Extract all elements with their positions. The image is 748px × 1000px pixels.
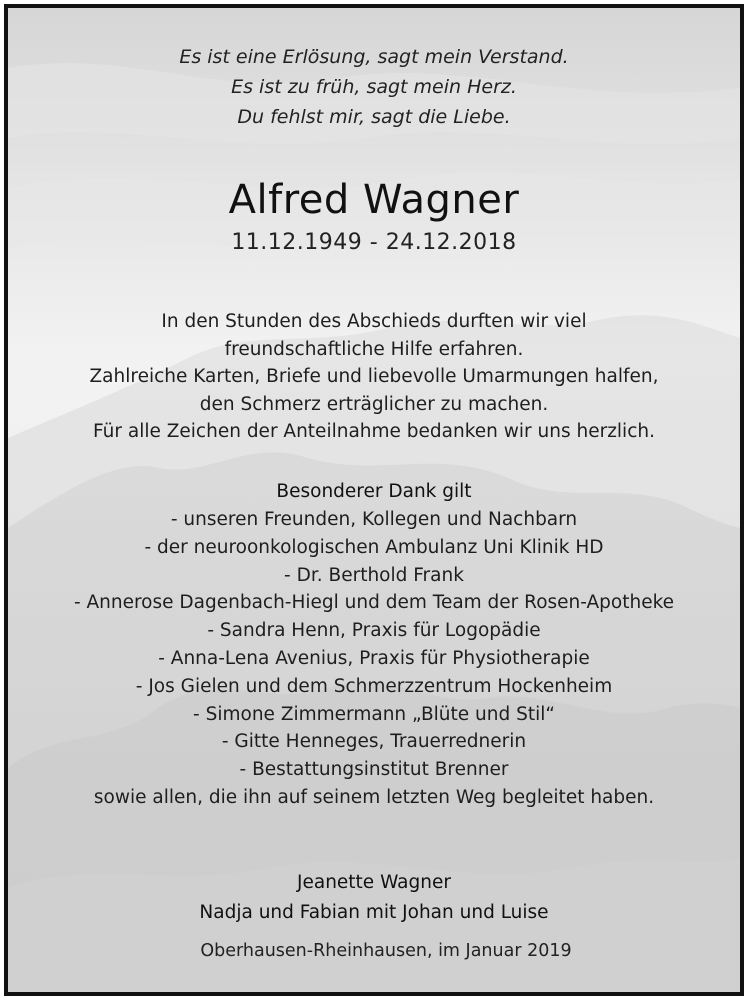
thanks-item: - unseren Freunden, Kollegen und Nachbarn <box>170 509 578 530</box>
thanks-closing-line: sowie allen, die ihn auf seinem letzten Weg begleitet haben. <box>93 786 655 808</box>
thanks-item: - Simone Zimmermann „Blüte und Stil“ <box>193 703 555 725</box>
signers-block <box>8 868 740 928</box>
deceased-name: Alfred Wagner <box>228 177 520 223</box>
obituary-card <box>4 4 744 996</box>
life-dates: 11.12.1949 - 24.12.2018 <box>231 230 517 255</box>
thanks-item: - Bestattungsinstitut Brenner <box>239 759 509 781</box>
thanks-item: - Dr. Berthold Frank <box>284 564 464 586</box>
thanks-item: - Jos Gielen und dem Schmerzzentrum Hockenheim <box>135 675 613 697</box>
signer-line: Nadja und Fabian mit Johan und Luise <box>199 902 549 923</box>
thanks-item: - der neuroonkologischen Ambulanz Uni Klinik HD <box>144 536 604 558</box>
special-thanks-heading: Besonderer Dank gilt <box>276 481 472 502</box>
quote-line: Es ist eine Erlösung, sagt mein Verstand. <box>179 46 569 68</box>
message-line: den Schmerz erträglicher zu machen. <box>199 393 549 415</box>
signer-line: Jeanette Wagner <box>297 872 451 893</box>
message-line: freundschaftliche Hilfe erfahren. <box>224 338 524 360</box>
place-and-date: Oberhausen-Rheinhausen, im Januar 2019 <box>200 941 572 961</box>
thanks-item: - Anna-Lena Avenius, Praxis für Physiotherapie <box>158 647 590 669</box>
quote-line: Du fehlst mir, sagt die Liebe. <box>237 106 511 128</box>
quote-block <box>8 42 740 132</box>
message-line: In den Stunden des Abschieds durften wir viel <box>161 311 587 332</box>
thanks-item: - Sandra Henn, Praxis für Logopädie <box>207 620 541 642</box>
quote-line: Es ist zu früh, sagt mein Herz. <box>231 76 517 98</box>
thank-you-message <box>8 308 740 446</box>
message-line: Für alle Zeichen der Anteilnahme bedanken wir uns herzlich. <box>93 421 655 442</box>
thanks-item: - Gitte Henneges, Trauerrednerin <box>221 731 527 753</box>
message-line: Zahlreiche Karten, Briefe und liebevolle Umarmungen halfen, <box>89 366 659 387</box>
special-thanks-list <box>8 506 740 812</box>
thanks-item: - Annerose Dagenbach-Hiegl und dem Team der Rosen-Apotheke <box>73 592 675 614</box>
